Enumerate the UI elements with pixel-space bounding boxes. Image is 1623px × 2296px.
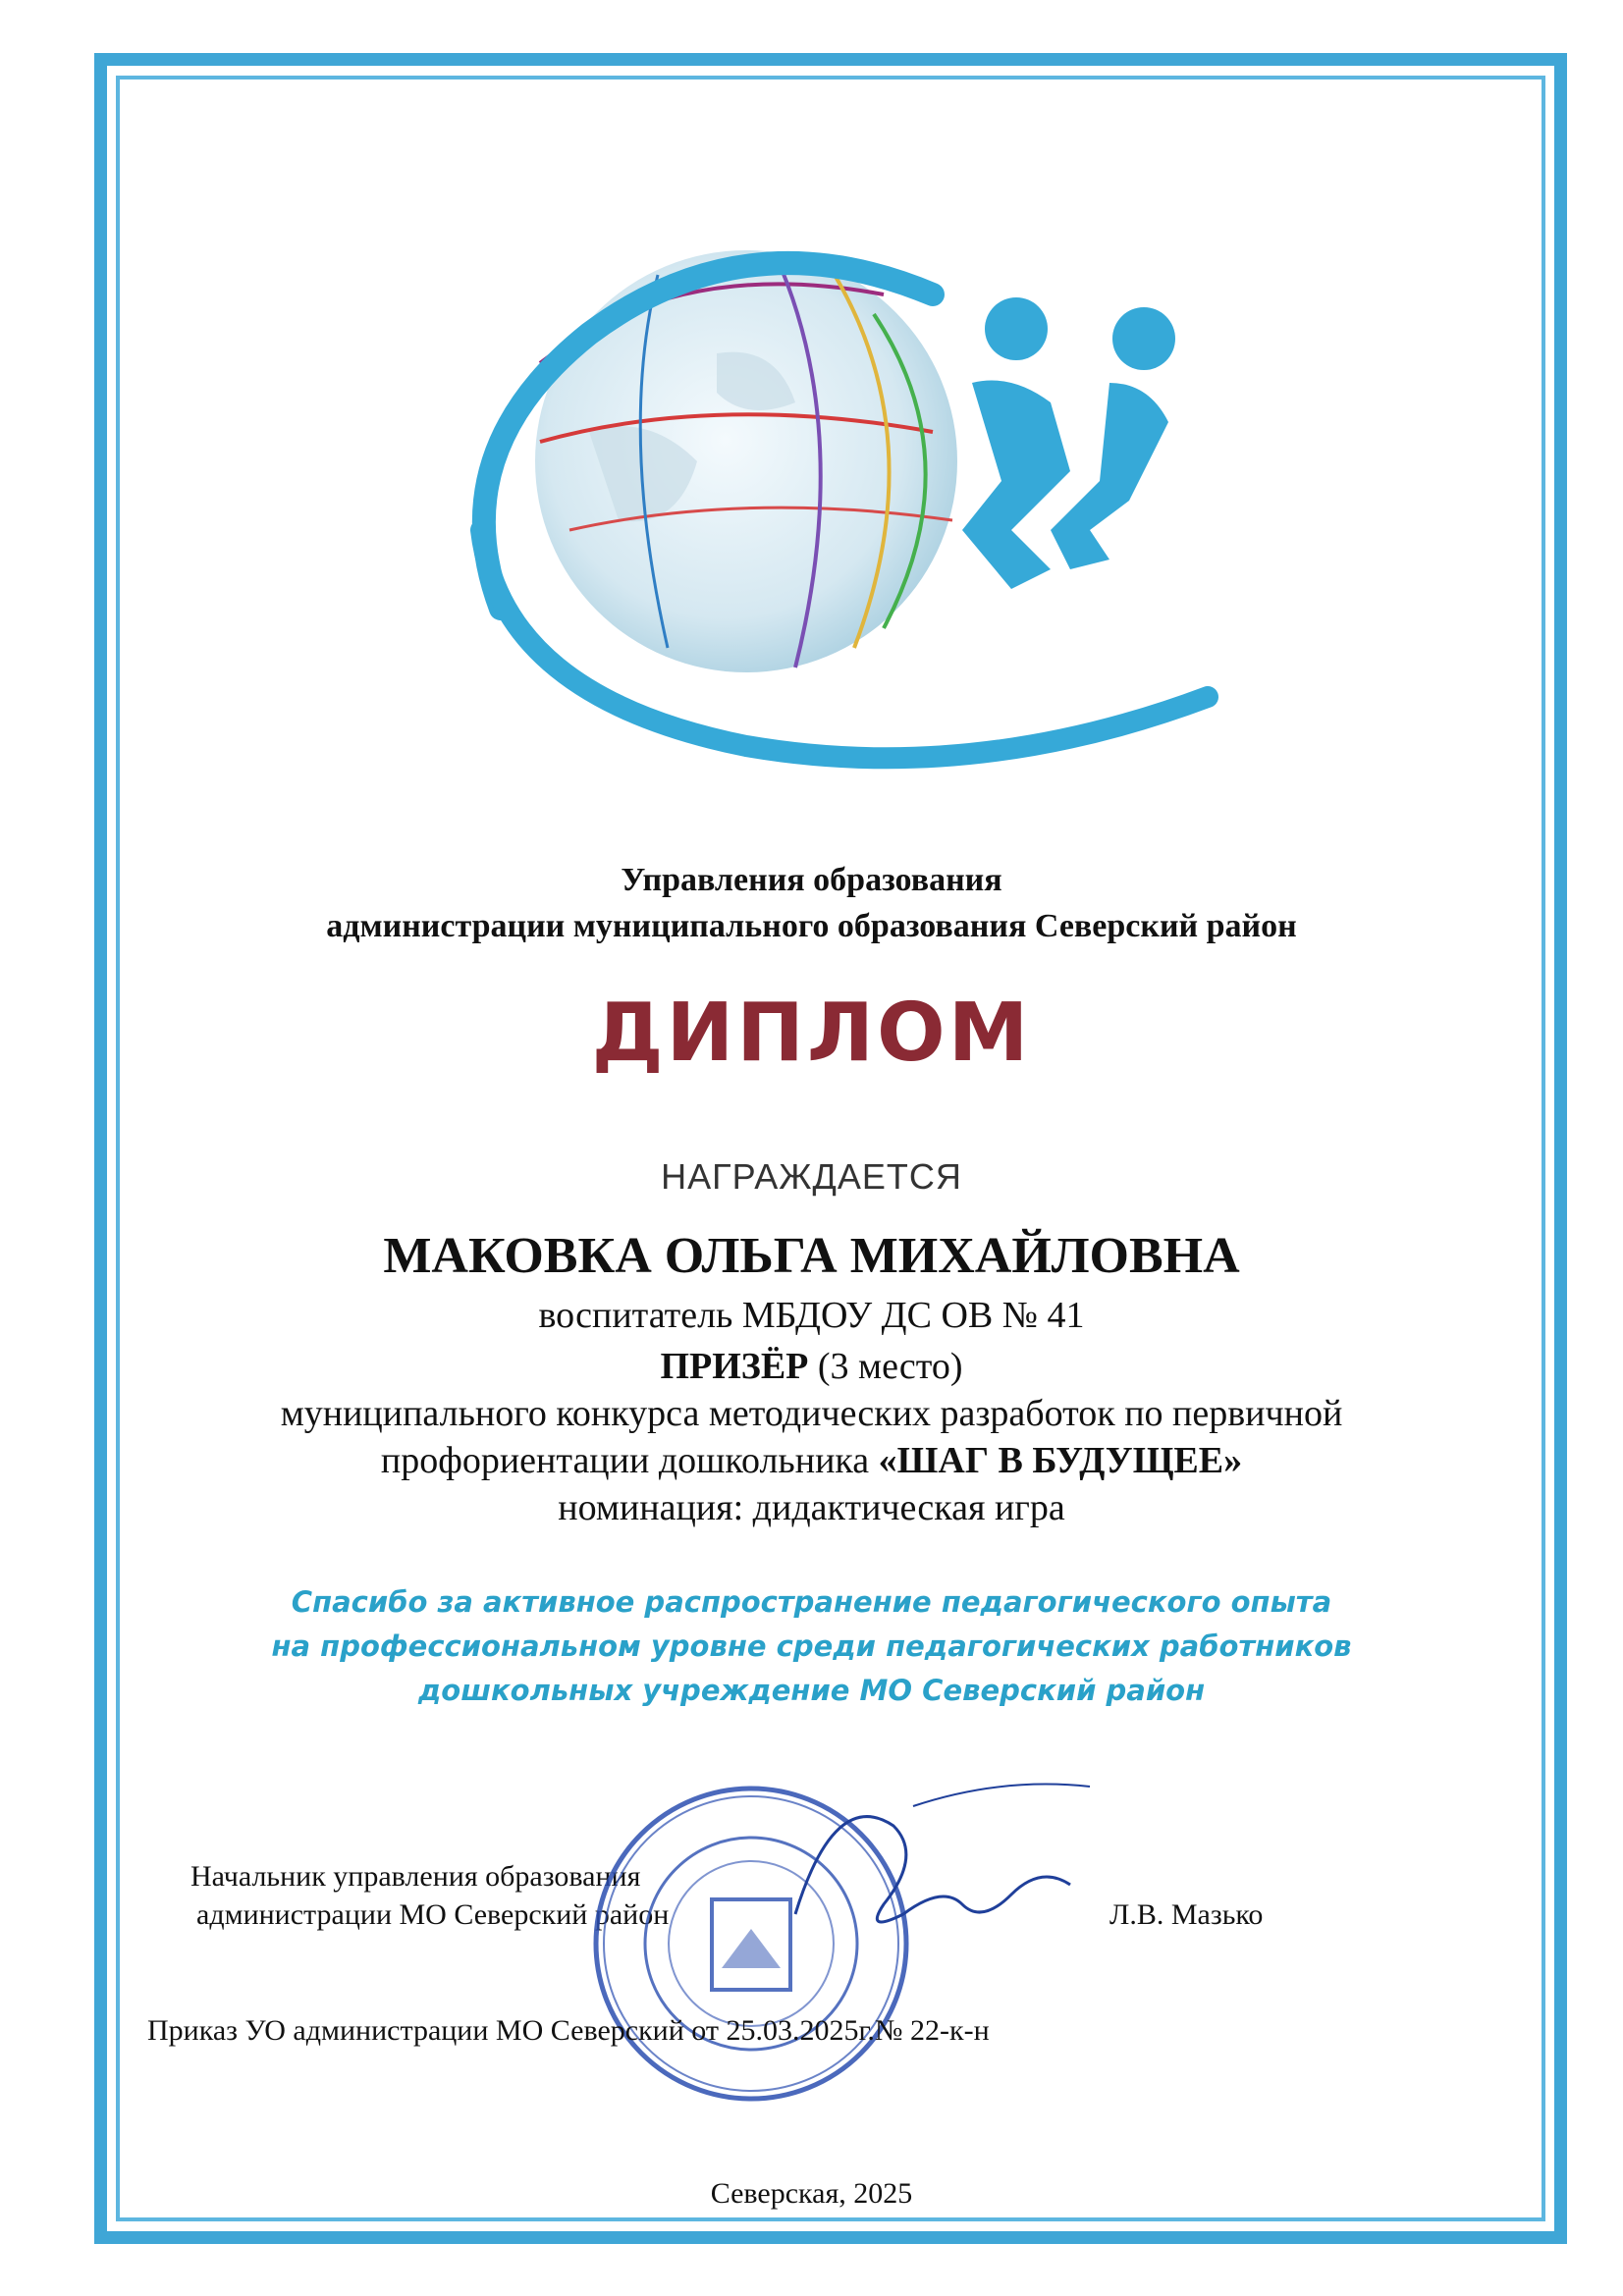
- org-line-2: администрации муниципального образования Северский район: [326, 908, 1297, 944]
- thanks-line-1: Спасибо за активное распространение педагогического опыта: [291, 1585, 1332, 1619]
- city-year: Северская, 2025: [710, 2177, 913, 2210]
- diploma-title: ДИПЛОМ: [591, 987, 1032, 1080]
- prize-place: (3 место): [808, 1346, 963, 1387]
- signatory-title-2: администрации МО Северский район: [196, 1898, 670, 1931]
- contest-prefix: профориентации дошкольника: [380, 1440, 879, 1481]
- prize-label: ПРИЗЁР: [660, 1346, 809, 1387]
- handwritten-signature: [776, 1767, 1100, 1963]
- contest-line-2: [0, 1439, 1623, 1482]
- recipient-name: МАКОВКА ОЛЬГА МИХАЙЛОВНА: [383, 1228, 1240, 1284]
- nomination: номинация: дидактическая игра: [558, 1487, 1065, 1528]
- thanks-line-3: дошкольных учреждение МО Северский район: [417, 1674, 1206, 1707]
- globe-logo: [422, 236, 1306, 785]
- awarded-label: НАГРАЖДАЕТСЯ: [661, 1156, 962, 1197]
- contest-name: «ШАГ В БУДУЩЕЕ»: [878, 1440, 1243, 1481]
- order-reference: Приказ УО администрации МО Северский от 25.03.2025г.№ 22-к-н: [147, 2014, 990, 2047]
- recipient-position: воспитатель МБДОУ ДС ОВ № 41: [538, 1295, 1085, 1336]
- org-line-1: Управления образования: [621, 862, 1002, 898]
- thanks-line-2: на профессиональном уровне среди педагогических работников: [271, 1629, 1352, 1663]
- contest-line-1: муниципального конкурса методических разработок по первичной: [280, 1393, 1343, 1434]
- signatory-title-1: Начальник управления образования: [190, 1860, 641, 1893]
- prize-line: [0, 1345, 1623, 1388]
- signatory-name: Л.В. Мазько: [1109, 1898, 1264, 1931]
